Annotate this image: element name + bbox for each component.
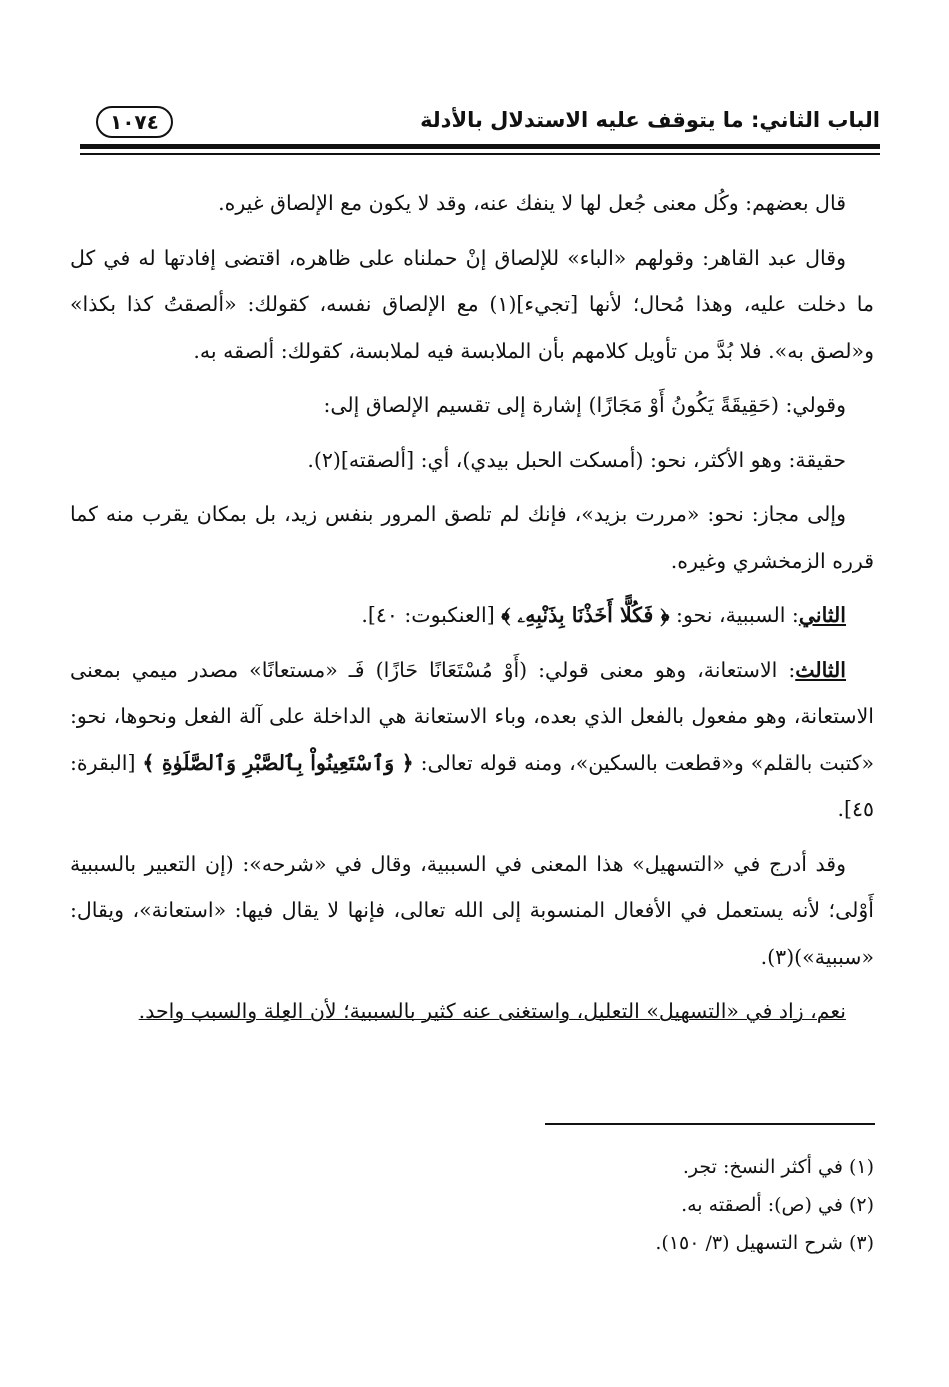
paragraph-1: قال بعضهم: وكُل معنى جُعل لها لا ينفك عنه، وقد لا يكون مع الإلصاق غيره.: [218, 191, 846, 215]
paragraph-6-lead: الثاني: [798, 603, 846, 627]
quran-verse-2: ﴿ وَٱسْتَعِينُواْ بِٱلصَّبْرِ وَٱلصَّلَوٰةِ ﴾: [142, 750, 414, 775]
paragraph-4: حقيقة: وهو الأكثر، نحو: (أمسكت الحبل بيدي)، أي: [ألصقته](٢).: [307, 447, 846, 472]
footnote-1: (١) في أكثر النسخ: تجر.: [682, 1156, 874, 1178]
footnote-3: (٣) شرح التسهيل (٣/ ١٥٠).: [655, 1232, 874, 1254]
paragraph-7-text-a: : الاستعانة، وهو معنى قولي: (أَوْ مُسْتَعَانًا حَازًا) فَـ «مستعانًا» مصدر ميمي بمعنى الاستعانة، وهو مفعول بالفعل الذي بعده، وباء الاستعانة هي الداخلة على آلة الفعل ونحوها، نحو: «كتبت بالقلم» و«قطعت بالسكين»، ومنه قوله تعالى:: [70, 657, 874, 775]
paragraph-5: وإلى مجاز: نحو: «مررت بزيد»، فإنك لم تلصق المرور بنفس زيد، بل بمكان يقرب منه كما قرره الزمخشري وغيره.: [70, 502, 874, 573]
paragraph-9-text: نعم، زاد في «التسهيل» التعليل، واستغنى عنه كثير بالسببية؛ لأن العِلة والسبب واحد.: [138, 999, 846, 1023]
paragraph-6: [70, 592, 874, 639]
footnote-separator: [545, 1123, 875, 1125]
header-rule-thin: [80, 153, 880, 155]
paragraph-6-text-b: [العنكبوت: ٤٠].: [361, 603, 502, 627]
body-text: [70, 180, 874, 1035]
page-header: [80, 104, 880, 140]
footnotes: [70, 1148, 874, 1262]
chapter-title: الباب الثاني: ما يتوقف عليه الاستدلال بالأدلة: [420, 108, 880, 132]
header-rule-thick: [80, 144, 880, 149]
paragraph-8: وقد أدرج في «التسهيل» هذا المعنى في السببية، وقال في «شرحه»: (إن التعبير بالسببية أَوْلى؛ لأنه يستعمل في الأفعال المنسوبة إلى الله تعالى، فإنها لا يقال فيها: «استعانة»، ويقال: «سببية»)(٣).: [70, 851, 874, 969]
paragraph-7-lead: الثالث: [795, 657, 846, 682]
footnote-2: (٢) في (ص): ألصقته به.: [681, 1194, 874, 1216]
paragraph-7-text-b: [البقرة: ٤٥].: [70, 750, 874, 821]
paragraph-9: [70, 988, 874, 1035]
paragraph-3: وقولي: (حَقِيقَةً يَكُونُ أَوْ مَجَازًا) إشارة إلى تقسيم الإلصاق إلى:: [323, 393, 846, 417]
paragraph-6-text-a: : السببية، نحو:: [669, 603, 799, 627]
paragraph-7: [70, 647, 874, 833]
quran-verse-1: ﴿ فَكُلًّا أَخَذْنَا بِذَنْبِهِۦ ﴾: [501, 603, 670, 627]
paragraph-2: وقال عبد القاهر: وقولهم «الباء» للإلصاق إنْ حملناه على ظاهره، اقتضى إفادتها له في كل ما دخلت عليه، وهذا مُحال؛ لأنها [تجيء](١) مع الإلصاق نفسه، كقولك: «ألصقتُ كذا بكذا» و«لصق به». فلا بُدَّ من تأويل كلامهم بأن الملابسة فيه لملابسة، كقولك: ألصقه به.: [70, 245, 874, 363]
page-number: ١٠٧٤: [96, 106, 173, 138]
